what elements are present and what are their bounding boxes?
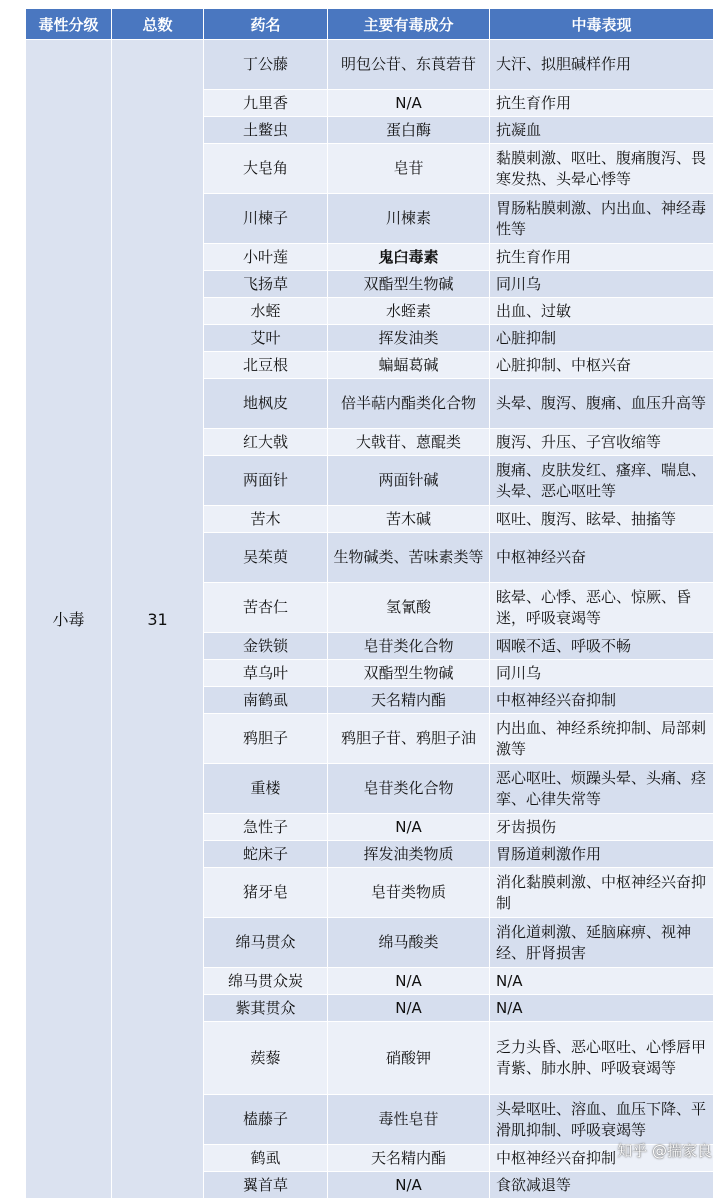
drug-name-cell: 大皂角 [204,144,328,194]
toxic-component-cell: 鸦胆子苷、鸦胆子油 [328,714,490,764]
symptoms-cell: 咽喉不适、呼吸不畅 [490,633,714,660]
symptoms-cell: 呕吐、腹泻、眩晕、抽搐等 [490,506,714,533]
toxic-component-cell: 鬼臼毒素 [328,244,490,271]
symptoms-cell: 同川乌 [490,660,714,687]
drug-name-cell: 金铁锁 [204,633,328,660]
toxic-component-cell: 明包公苷、东莨菪苷 [328,40,490,90]
toxicity-grade-cell: 小毒 [26,40,112,1199]
toxic-component-cell: 大戟苷、蒽醌类 [328,429,490,456]
symptoms-cell: 心脏抑制、中枢兴奋 [490,352,714,379]
toxic-component-cell: 生物碱类、苦味素类等 [328,533,490,583]
symptoms-cell: 中枢神经兴奋抑制 [490,1145,714,1172]
drug-name-cell: 重楼 [204,764,328,814]
drug-name-cell: 水蛭 [204,298,328,325]
drug-name-cell: 两面针 [204,456,328,506]
drug-name-cell: 猪牙皂 [204,868,328,918]
symptoms-cell: 中枢神经兴奋抑制 [490,687,714,714]
drug-name-cell: 艾叶 [204,325,328,352]
drug-name-cell: 绵马贯众 [204,918,328,968]
toxic-component-cell: 绵马酸类 [328,918,490,968]
drug-name-cell: 紫萁贯众 [204,995,328,1022]
symptoms-cell: 同川乌 [490,271,714,298]
drug-name-cell: 北豆根 [204,352,328,379]
toxic-component-cell: 蝙蝠葛碱 [328,352,490,379]
table-body [26,40,714,1199]
symptoms-cell: 腹泻、升压、子宫收缩等 [490,429,714,456]
symptoms-cell: 大汗、拟胆碱样作用 [490,40,714,90]
toxic-component-cell: 两面针碱 [328,456,490,506]
symptoms-cell: 头晕呕吐、溶血、血压下降、平滑肌抑制、呼吸衰竭等 [490,1095,714,1145]
total-count-cell: 31 [112,40,204,1199]
header-drug-name: 药名 [204,9,328,40]
symptoms-cell: 眩晕、心悸、恶心、惊厥、昏迷，呼吸衰竭等 [490,583,714,633]
symptoms-cell: 消化黏膜刺激、中枢神经兴奋抑制 [490,868,714,918]
symptoms-cell: 中枢神经兴奋 [490,533,714,583]
toxic-component-cell: 皂苷类物质 [328,868,490,918]
drug-name-cell: 鸦胆子 [204,714,328,764]
drug-name-cell: 鹤虱 [204,1145,328,1172]
toxic-component-cell: 皂苷 [328,144,490,194]
toxic-component-cell: 双酯型生物碱 [328,271,490,298]
symptoms-cell: 乏力头昏、恶心呕吐、心悸唇甲青紫、肺水肿、呼吸衰竭等 [490,1022,714,1095]
toxic-component-cell: 毒性皂苷 [328,1095,490,1145]
drug-name-cell: 川楝子 [204,194,328,244]
toxic-component-cell: 双酯型生物碱 [328,660,490,687]
symptoms-cell: N/A [490,968,714,995]
symptoms-cell: 抗凝血 [490,117,714,144]
toxic-component-cell: 挥发油类物质 [328,841,490,868]
symptoms-cell: 出血、过敏 [490,298,714,325]
toxic-component-cell: 氢氰酸 [328,583,490,633]
drug-name-cell: 吴茱萸 [204,533,328,583]
toxic-component-cell: 天名精内酯 [328,1145,490,1172]
drug-name-cell: 蛇床子 [204,841,328,868]
drug-name-cell: 九里香 [204,90,328,117]
drug-name-cell: 榼藤子 [204,1095,328,1145]
symptoms-cell: 食欲减退等 [490,1172,714,1199]
drug-name-cell: 急性子 [204,814,328,841]
header-grade: 毒性分级 [26,9,112,40]
header-row [26,9,714,40]
toxic-component-cell: 天名精内酯 [328,687,490,714]
symptoms-cell: 胃肠道刺激作用 [490,841,714,868]
drug-name-cell: 绵马贯众炭 [204,968,328,995]
toxic-component-cell: N/A [328,1172,490,1199]
symptoms-cell: 内出血、神经系统抑制、局部刺激等 [490,714,714,764]
symptoms-cell: 头晕、腹泻、腹痛、血压升高等 [490,379,714,429]
toxicity-table [25,8,714,1199]
drug-name-cell: 蒺藜 [204,1022,328,1095]
symptoms-cell: 腹痛、皮肤发红、瘙痒、喘息、头晕、恶心呕吐等 [490,456,714,506]
toxic-component-cell: 川楝素 [328,194,490,244]
toxic-component-cell: 皂苷类化合物 [328,633,490,660]
toxic-component-cell: 苦木碱 [328,506,490,533]
toxic-component-cell: N/A [328,814,490,841]
toxic-component-cell: 皂苷类化合物 [328,764,490,814]
toxic-component-cell: N/A [328,968,490,995]
drug-name-cell: 地枫皮 [204,379,328,429]
toxic-component-cell: 挥发油类 [328,325,490,352]
header-total: 总数 [112,9,204,40]
symptoms-cell: 牙齿损伤 [490,814,714,841]
symptoms-cell: 黏膜刺激、呕吐、腹痛腹泻、畏寒发热、头晕心悸等 [490,144,714,194]
drug-name-cell: 苦杏仁 [204,583,328,633]
toxic-component-cell: N/A [328,995,490,1022]
toxic-component-cell: N/A [328,90,490,117]
symptoms-cell: N/A [490,995,714,1022]
toxic-component-cell: 蛋白酶 [328,117,490,144]
drug-name-cell: 南鹤虱 [204,687,328,714]
drug-name-cell: 苦木 [204,506,328,533]
header-toxic-component: 主要有毒成分 [328,9,490,40]
toxic-component-cell: 硝酸钾 [328,1022,490,1095]
symptoms-cell: 抗生育作用 [490,244,714,271]
header-symptoms: 中毒表现 [490,9,714,40]
toxic-component-cell: 水蛭素 [328,298,490,325]
symptoms-cell: 恶心呕吐、烦躁头晕、头痛、痉挛、心律失常等 [490,764,714,814]
symptoms-cell: 胃肠粘膜刺激、内出血、神经毒性等 [490,194,714,244]
symptoms-cell: 抗生育作用 [490,90,714,117]
table-row [26,40,714,90]
drug-name-cell: 飞扬草 [204,271,328,298]
watermark: 知乎 @揣家良 [617,1142,712,1160]
symptoms-cell: 消化道刺激、延脑麻痹、视神经、肝肾损害 [490,918,714,968]
drug-name-cell: 红大戟 [204,429,328,456]
drug-name-cell: 丁公藤 [204,40,328,90]
toxic-component-cell: 倍半萜内酯类化合物 [328,379,490,429]
drug-name-cell: 草乌叶 [204,660,328,687]
drug-name-cell: 翼首草 [204,1172,328,1199]
drug-name-cell: 土鳖虫 [204,117,328,144]
symptoms-cell: 心脏抑制 [490,325,714,352]
drug-name-cell: 小叶莲 [204,244,328,271]
